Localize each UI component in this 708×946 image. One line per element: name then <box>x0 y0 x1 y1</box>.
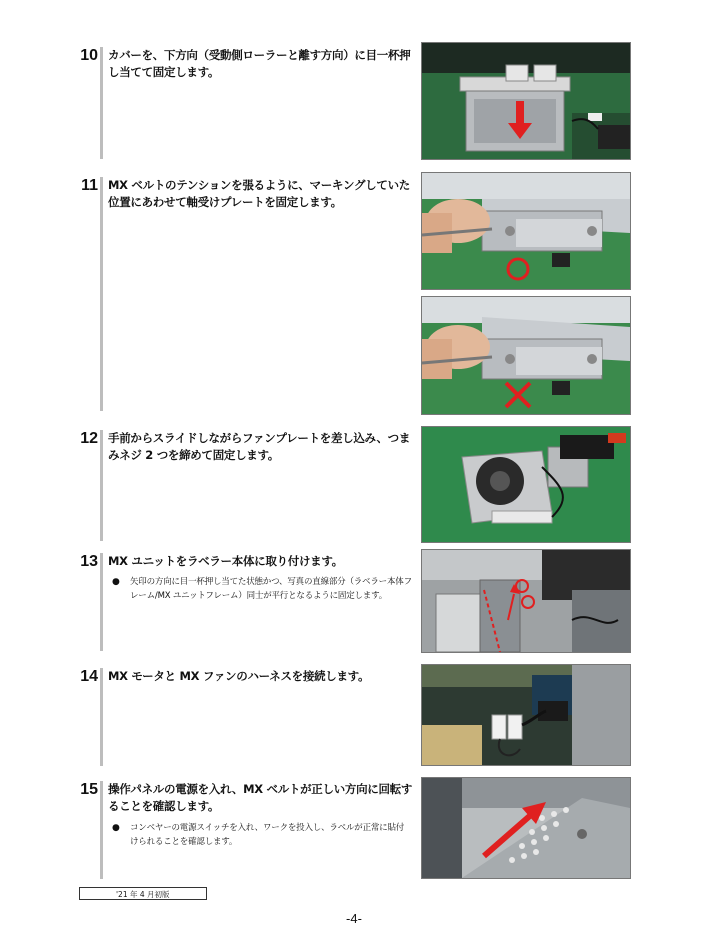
step-12 <box>76 430 636 541</box>
bullet-icon: ● <box>112 823 120 833</box>
step-photo <box>421 426 631 543</box>
step-14 <box>76 668 636 766</box>
step-photo <box>421 549 631 653</box>
step-divider <box>100 553 103 651</box>
step-text: MX モータと MX ファンのハーネスを接続します。 <box>108 669 370 683</box>
step-photo <box>421 664 631 766</box>
step-text: MX ユニットをラベラー本体に取り付けます。 <box>108 554 343 568</box>
step-text: 操作パネルの電源を入れ、MX ベルトが正しい方向に回転することを確認します。 <box>108 782 413 813</box>
step-text: カバーを、下方向（受動側ローラーと離す方向）に目一杯押し当てて固定します。 <box>108 48 411 79</box>
step-divider <box>100 430 103 541</box>
step-divider <box>100 47 103 159</box>
step-photo <box>421 42 631 160</box>
step-number: 15 <box>80 781 98 798</box>
edition-label: '21 年 4 月初版 <box>79 887 207 900</box>
step-photo <box>421 777 631 879</box>
step-number: 10 <box>80 47 98 64</box>
step-10 <box>76 47 636 159</box>
step-bullet <box>112 575 412 603</box>
step-divider <box>100 177 103 411</box>
page-number: -4- <box>346 911 362 926</box>
step-number: 14 <box>80 668 98 685</box>
bullet-icon: ● <box>112 577 120 587</box>
bullet-text: コンベヤーの電源スイッチを入れ、ワークを投入し、ラベルが正常に貼付けられることを確認します。 <box>130 823 405 847</box>
bullet-text: 矢印の方向に目一杯押し当てた状態かつ、写真の直線部分（ラベラー本体フレーム/MX ユニットフレーム）同士が平行となるように固定します。 <box>130 577 412 601</box>
step-bullet <box>112 821 412 849</box>
step-photo-correct <box>421 172 631 290</box>
step-15 <box>76 781 636 879</box>
step-photo-incorrect <box>421 296 631 415</box>
step-11 <box>76 177 636 411</box>
step-number: 11 <box>81 177 98 194</box>
step-number: 13 <box>80 553 98 570</box>
step-number: 12 <box>80 430 98 447</box>
step-divider <box>100 668 103 766</box>
step-text: 手前からスライドしながらファンプレートを差し込み、つまみネジ 2 つを締めて固定します。 <box>108 431 411 462</box>
step-13 <box>76 553 636 651</box>
step-text: MX ベルトのテンションを張るように、マーキングしていた位置にあわせて軸受けプレートを固定します。 <box>108 178 410 209</box>
step-divider <box>100 781 103 879</box>
